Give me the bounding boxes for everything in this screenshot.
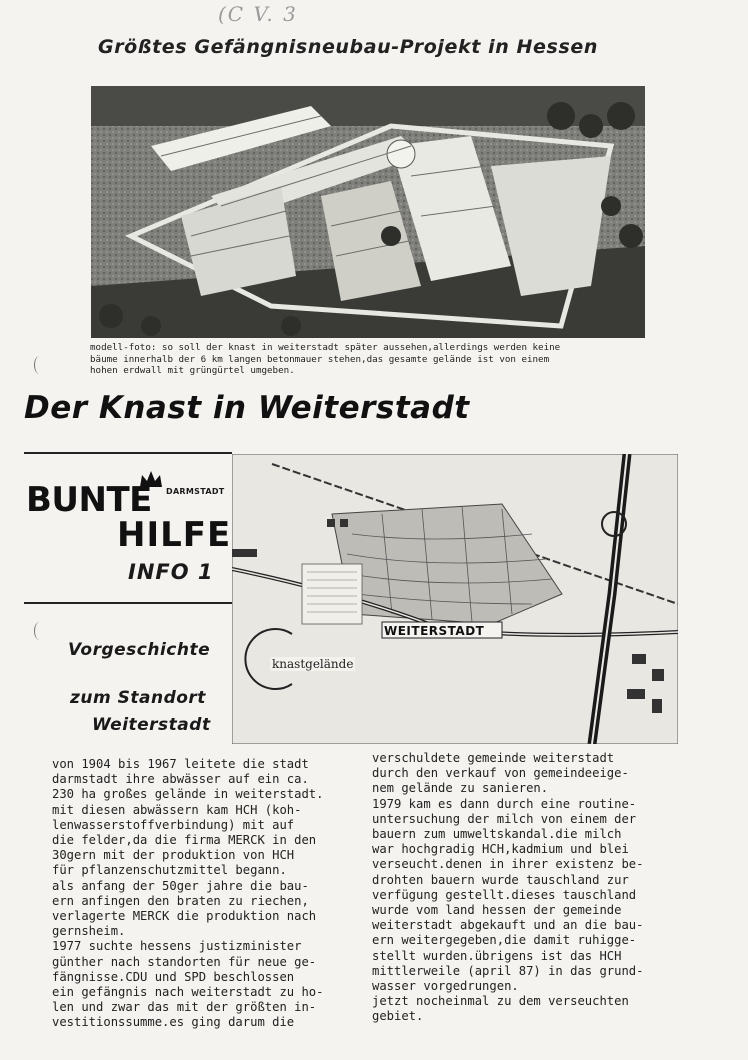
info-number: INFO 1 (128, 560, 214, 584)
divider (24, 452, 232, 454)
body-column-right (372, 751, 682, 1025)
text-line: gernsheim. (52, 924, 126, 939)
caption-line: hohen erdwall mit grüngürtel umgeben. (90, 365, 295, 376)
text-line: 230 ha großes gelände in weiterstadt. (52, 787, 324, 802)
text-line: lenwasserstoffverbindung) mit auf (52, 817, 295, 832)
text-line: jetzt nocheinmal zu dem verseuchten (372, 994, 629, 1009)
text-line: stellt wurden.übrigens ist das HCH (372, 948, 622, 963)
text-line: verschuldete gemeinde weiterstadt (372, 751, 615, 765)
text-line: fängnisse.CDU und SPD beschlossen (52, 969, 295, 984)
map-town-label: WEITERSTADT (384, 624, 485, 638)
caption-line: modell-foto: so soll der knast in weiterstadt später aussehen,allerdings werden keine (90, 342, 561, 353)
punch-hole-mark (34, 356, 45, 374)
handwritten-note: (C V. 3 (218, 2, 298, 26)
town-map (232, 454, 678, 744)
text-line: bauern zum umweltskandal.die milch (372, 827, 622, 842)
text-line: verseucht.denen in ihrer existenz be- (372, 857, 644, 872)
logo-hilfe: HILFE (117, 515, 232, 555)
text-line: verfügung gestellt.dieses tauschland (372, 887, 637, 902)
architectural-model-photo (91, 86, 645, 338)
logo-darmstadt: DARMSTADT (166, 487, 225, 496)
text-line: mit diesen abwässern kam HCH (koh- (52, 802, 302, 817)
logo-bunte: BUNTE (26, 480, 152, 520)
caption-line: bäume innerhalb der 6 km langen betonmauer stehen,das gesamte gelände ist von einem (90, 353, 550, 365)
text-line: darmstadt ihre abwässer auf ein ca. (52, 772, 309, 787)
text-line: drohten bauern wurde tauschland zur (372, 872, 629, 887)
text-line: wurde vom land hessen der gemeinde (372, 903, 622, 918)
text-line: untersuchung der milch von einem der (372, 811, 637, 826)
text-line: durch den verkauf von gemeindeeige- (372, 766, 629, 781)
punch-hole-mark (34, 622, 45, 640)
text-line: von 1904 bis 1967 leitete die stadt (52, 757, 309, 771)
section-heading: zum Standort (70, 688, 206, 708)
text-line: 1977 suchte hessens justizminister (52, 939, 302, 954)
text-line: len und zwar das mit der größten in- (52, 1000, 317, 1015)
text-line: ern weitergegeben,die damit ruhigge- (372, 933, 637, 948)
text-line: vestitionssumme.es ging darum die (52, 1015, 295, 1030)
map-knast-label: knastgelände (272, 657, 354, 671)
divider (24, 602, 232, 604)
text-line: für pflanzenschutzmittel begann. (52, 863, 287, 878)
text-line: 1979 kam es dann durch eine routine- (372, 796, 637, 811)
text-line: 30gern mit der produktion von HCH (52, 848, 295, 863)
text-line: verlagerte MERCK die produktion nach (52, 909, 317, 924)
text-line: gebiet. (372, 1009, 424, 1024)
text-line: mittlerweile (april 87) in das grund- (372, 963, 644, 978)
text-line: war hochgradig HCH,kadmium und blei (372, 842, 629, 857)
headline: Größtes Gefängnisneubau-Projekt in Hessen (98, 36, 598, 58)
section-heading: Weiterstadt (92, 715, 211, 735)
text-line: die felder,da die firma MERCK in den (52, 833, 317, 848)
text-line: wasser vorgedrungen. (372, 979, 519, 994)
text-line: günther nach standorten für neue ge- (52, 954, 317, 969)
text-line: ein gefängnis nach weiterstadt zu ho- (52, 985, 324, 1000)
section-heading: Vorgeschichte (68, 640, 211, 660)
text-line: nem gelände zu sanieren. (372, 781, 549, 796)
body-column-left (52, 757, 352, 1031)
text-line: ern anfingen den braten zu riechen, (52, 893, 309, 908)
page-title: Der Knast in Weiterstadt (24, 390, 470, 426)
text-line: weiterstadt abgekauft und an die bau- (372, 918, 644, 933)
text-line: als anfang der 50ger jahre die bau- (52, 878, 309, 893)
photo-caption (90, 342, 660, 377)
